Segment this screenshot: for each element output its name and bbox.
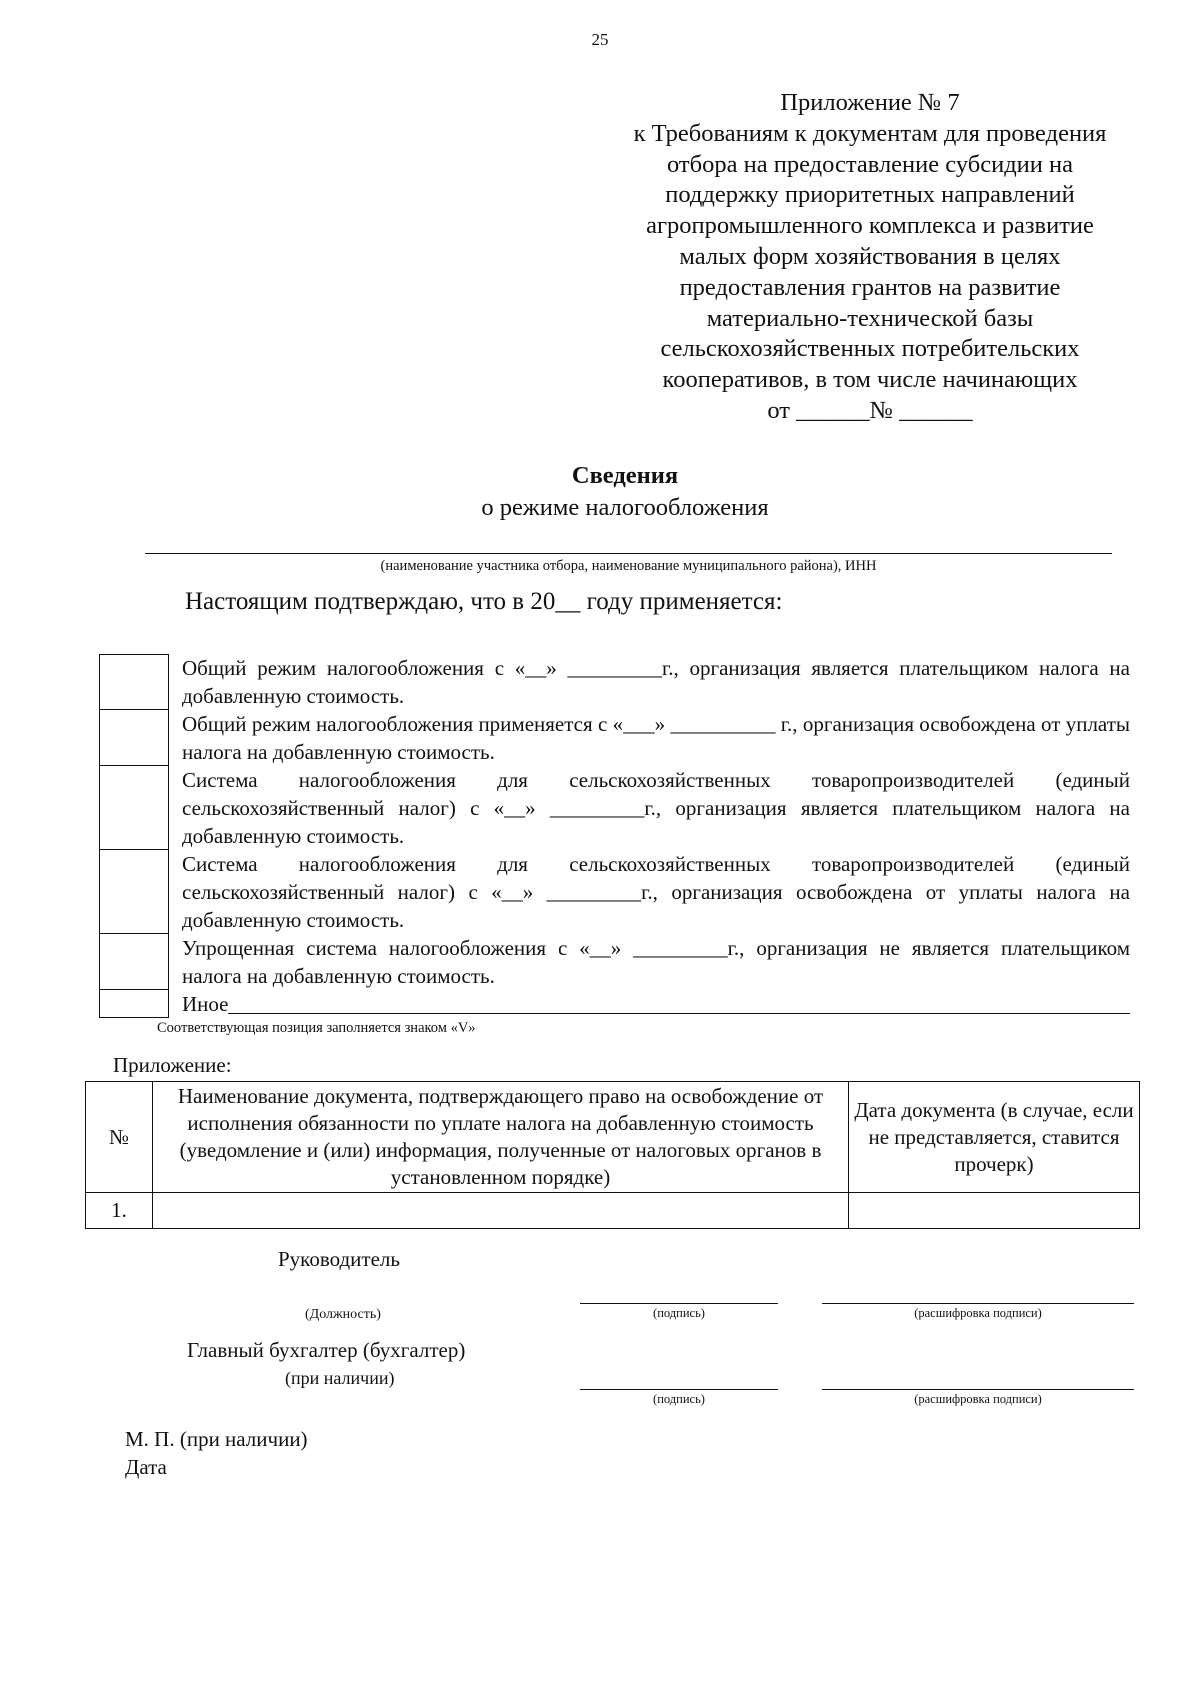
participant-name-caption: (наименование участника отбора, наименование муниципального района), ИНН [380, 558, 877, 574]
table-header-document-name: Наименование документа, подтверждающего право на освобождение от исполнения обязанности по уплате налога на добавленную стоимость (уведомление и (или) информация, полученные от налоговых органов в установленном порядке) [153, 1082, 849, 1193]
table-cell-number: 1. [86, 1193, 153, 1229]
appendix-header-line: поддержку приоритетных направлений [665, 181, 1075, 209]
accountant-signature-line[interactable] [580, 1389, 778, 1390]
tax-option-row [99, 654, 1130, 710]
confirmation-text: Настоящим подтверждаю, что в 20__ году применяется: [185, 588, 783, 615]
stamp-label: М. П. (при наличии) [125, 1427, 308, 1451]
tax-option-checkbox[interactable] [99, 989, 169, 1018]
tax-option-row [99, 710, 1130, 766]
table-row [86, 1193, 1140, 1229]
head-signature-line[interactable] [580, 1303, 778, 1304]
tax-option-text: Система налогообложения для сельскохозяйственных товаропроизводителей (единый сельскохозяйственный налог) с «__» _________г., организация освобождена от уплаты налога на добавленную стоимость. [182, 852, 1130, 932]
tax-option-other-line[interactable] [228, 990, 1130, 1014]
tax-option-checkbox[interactable] [99, 654, 169, 710]
appendix-header-line: от ______№ ______ [767, 396, 973, 424]
date-label: Дата [125, 1455, 167, 1479]
tax-option-checkbox[interactable] [99, 765, 169, 850]
appendix-header-line: малых форм хозяйствования в целях [679, 242, 1061, 270]
attachment-label: Приложение: [113, 1053, 232, 1077]
tax-option-row [99, 850, 1130, 934]
accountant-signature-caption: (подпись) [653, 1392, 705, 1406]
table-header-document-date: Дата документа (в случае, если не представляется, ставится прочерк) [849, 1082, 1140, 1193]
head-signature-caption: (подпись) [653, 1306, 705, 1320]
appendix-header-line: кооперативов, в том числе начинающих [662, 366, 1078, 394]
position-caption: (Должность) [305, 1307, 381, 1322]
accountant-decoding-caption: (расшифровка подписи) [914, 1392, 1042, 1406]
tax-option-text: Система налогообложения для сельскохозяйственных товаропроизводителей (единый сельскохозяйственный налог) с «__» _________г., организация является плательщиком налога на добавленную стоимость. [182, 768, 1130, 848]
tax-option-checkbox[interactable] [99, 849, 169, 934]
tax-note: Соответствующая позиция заполняется знаком «V» [157, 1020, 476, 1036]
head-decoding-caption: (расшифровка подписи) [914, 1306, 1042, 1320]
appendix-header-line: сельскохозяйственных потребительских [660, 335, 1080, 363]
appendix-header-line: материально-технической базы [706, 304, 1034, 332]
table-header-number: № [86, 1082, 153, 1193]
tax-option-text: Общий режим налогообложения с «__» _________г., организация является плательщиком налога на добавленную стоимость. [182, 656, 1130, 708]
table-cell-document-name[interactable] [153, 1193, 849, 1229]
tax-option-other-label: Иное [182, 992, 229, 1016]
tax-option-row [99, 934, 1130, 990]
tax-options-list [99, 654, 1130, 1018]
tax-option-checkbox[interactable] [99, 933, 169, 990]
tax-option-text: Общий режим налогообложения применяется с «___» __________ г., организация освобождена от уплаты налога на добавленную стоимость. [182, 712, 1130, 764]
participant-name-line[interactable] [145, 553, 1112, 554]
accountant-decoding-line[interactable] [822, 1389, 1134, 1390]
head-decoding-line[interactable] [822, 1303, 1134, 1304]
tax-option-checkbox[interactable] [99, 709, 169, 766]
appendix-header-line: агропромышленного комплекса и развитие [646, 212, 1094, 240]
appendix-header-line: Приложение № 7 [780, 89, 960, 116]
tax-option-row-other [99, 990, 1130, 1018]
table-cell-document-date[interactable] [849, 1193, 1140, 1229]
tax-option-other [169, 990, 1130, 1018]
accountant-label: Главный бухгалтер (бухгалтер) [187, 1338, 466, 1362]
tax-option-row [99, 766, 1130, 850]
appendix-header-line: отбора на предоставление субсидии на [667, 150, 1073, 178]
table-header-row [86, 1082, 1140, 1193]
accountant-note: (при наличии) [285, 1368, 395, 1388]
document-subtitle: о режиме налогообложения [481, 494, 769, 521]
appendix-header-line: к Требованиям к документам для проведения [633, 119, 1107, 147]
tax-option-text: Упрощенная система налогообложения с «__» _________г., организация не является плательщиком налога на добавленную стоимость. [182, 936, 1130, 988]
head-label: Руководитель [278, 1247, 400, 1271]
appendix-header-line: предоставления грантов на развитие [679, 273, 1061, 301]
document-title: Сведения [571, 462, 679, 489]
page-number: 25 [591, 30, 609, 49]
appendix-header [590, 88, 1150, 427]
attachment-table [85, 1081, 1140, 1229]
